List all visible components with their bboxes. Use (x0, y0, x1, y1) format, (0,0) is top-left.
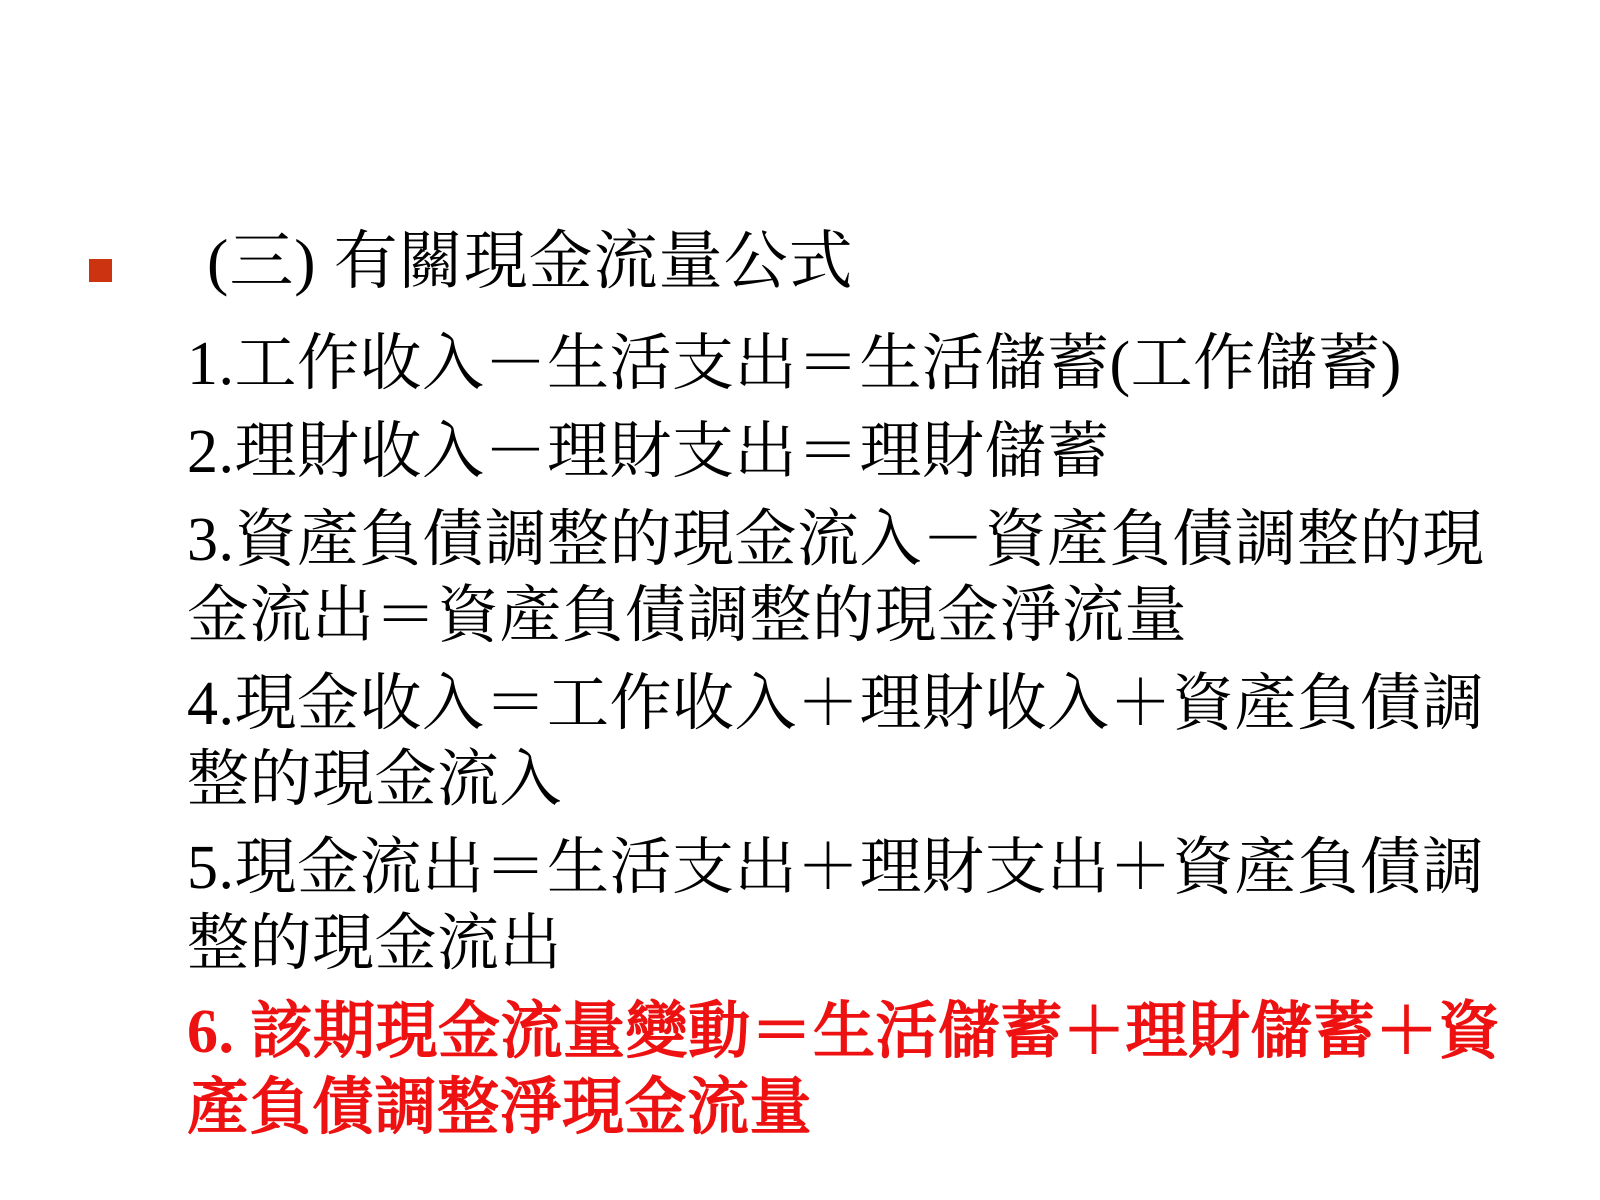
slide-title: (三) 有關現金流量公式 (207, 226, 854, 297)
formula-line: 整的現金流出 (187, 910, 563, 978)
formula-line: 2.理財收入－理財支出＝理財儲蓄 (187, 418, 1110, 486)
formula-line: 3.資產負債調整的現金流入－資產負債調整的現 (187, 506, 1485, 574)
formula-item-1 (187, 326, 1507, 402)
formula-item-3 (187, 502, 1507, 654)
formula-line: 產負債調整淨現金流量 (187, 1074, 813, 1142)
formula-line: 6. 該期現金流量變動＝生活儲蓄＋理財儲蓄＋資 (187, 998, 1501, 1066)
formula-line: 整的現金流入 (187, 746, 563, 814)
formula-line: 金流出＝資產負債調整的現金淨流量 (187, 582, 1188, 650)
formula-item-4 (187, 666, 1507, 818)
formula-line: 5.現金流出＝生活支出＋理財支出＋資產負債調 (187, 834, 1485, 902)
formula-item-5 (187, 830, 1507, 982)
square-bullet-icon (89, 259, 112, 282)
formula-line: 4.現金收入＝工作收入＋理財收入＋資產負債調 (187, 670, 1485, 738)
formula-item-6-emphasized (187, 994, 1507, 1146)
formula-item-2 (187, 414, 1507, 490)
formula-list (187, 326, 1507, 1158)
formula-line: 1.工作收入－生活支出＝生活儲蓄(工作儲蓄) (187, 330, 1402, 398)
